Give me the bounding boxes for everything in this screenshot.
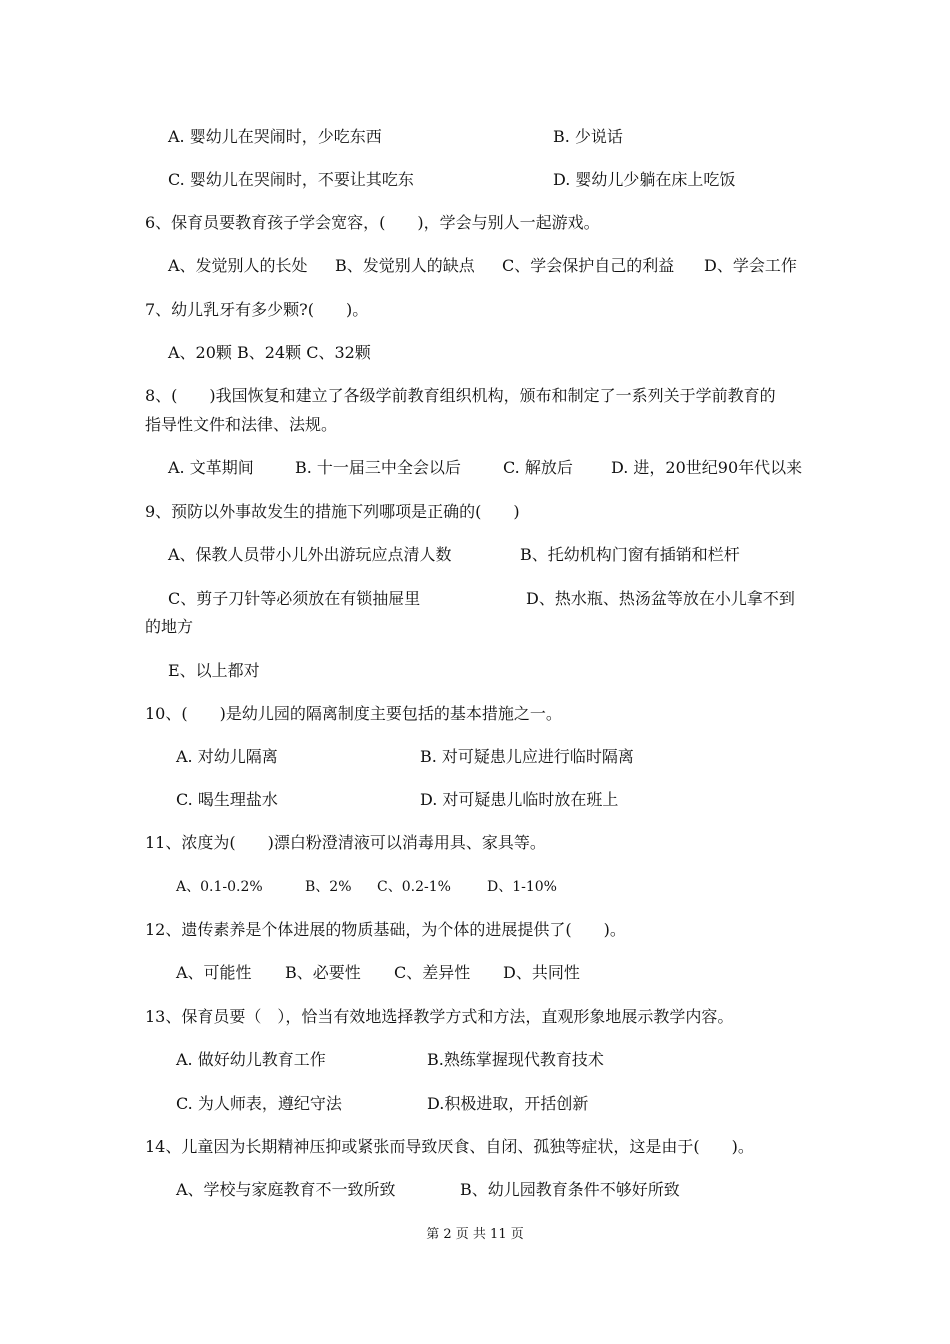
q10-stem: 10、( )是幼儿园的隔离制度主要包括的基本措施之一。 bbox=[145, 704, 562, 723]
q7-options: A、20颗 B、24颗 C、32颗 bbox=[168, 343, 371, 362]
q5-option-d: D. 婴幼儿少躺在床上吃饭 bbox=[553, 170, 736, 189]
q5-option-b: B. 少说话 bbox=[553, 127, 623, 146]
q12-option-a: A、可能性 bbox=[176, 963, 252, 982]
q8-stem-line-2: 指导性文件和法律、法规。 bbox=[145, 415, 338, 434]
q5-option-a: A. 婴幼儿在哭闹时，少吃东西 bbox=[168, 127, 382, 146]
q11-stem: 11、浓度为( )漂白粉澄清液可以消毒用具、家具等。 bbox=[145, 833, 546, 852]
q11-option-d: D、1-10% bbox=[487, 879, 557, 895]
q9-option-a: A、保教人员带小儿外出游玩应点清人数 bbox=[168, 545, 452, 564]
q11-option-c: C、0.2-1% bbox=[377, 879, 451, 895]
q10-option-a: A. 对幼儿隔离 bbox=[176, 747, 278, 766]
q6-option-d: D、学会工作 bbox=[704, 256, 797, 275]
q6-option-b: B、发觉别人的缺点 bbox=[335, 256, 475, 275]
q11-option-a: A、0.1-0.2% bbox=[176, 879, 263, 895]
q5-option-c: C. 婴幼儿在哭闹时，不要让其吃东 bbox=[168, 170, 414, 189]
q9-option-e: E、以上都对 bbox=[168, 661, 260, 680]
q8-option-b: B. 十一届三中全会以后 bbox=[295, 458, 461, 477]
q8-option-d: D. 进，20世纪90年代以来 bbox=[611, 458, 803, 477]
q10-option-c: C. 喝生理盐水 bbox=[176, 790, 278, 809]
q14-option-a: A、学校与家庭教育不一致所致 bbox=[176, 1180, 396, 1199]
q9-option-d: D、热水瓶、热汤盆等放在小儿拿不到 bbox=[526, 589, 795, 608]
q8-stem-line-1: 8、( )我国恢复和建立了各级学前教育组织机构，颁布和制定了一系列关于学前教育的 bbox=[145, 386, 776, 405]
q13-option-a: A. 做好幼儿教育工作 bbox=[176, 1050, 326, 1069]
q8-option-c: C. 解放后 bbox=[503, 458, 573, 477]
q10-option-d: D. 对可疑患儿临时放在班上 bbox=[420, 790, 619, 809]
page-number-footer: 第 2 页 共 11 页 bbox=[426, 1227, 524, 1242]
q13-option-d: D.积极进取，开括创新 bbox=[427, 1094, 589, 1113]
q13-stem: 13、保育员要（ ），恰当有效地选择教学方式和方法，直观形象地展示教学内容。 bbox=[145, 1007, 734, 1026]
q6-option-a: A、发觉别人的长处 bbox=[168, 256, 308, 275]
q9-stem: 9、预防以外事故发生的措施下列哪项是正确的( ) bbox=[145, 502, 520, 521]
q6-option-c: C、学会保护自己的利益 bbox=[502, 256, 675, 275]
q9-option-d-continued: 的地方 bbox=[145, 617, 194, 636]
q9-option-b: B、托幼机构门窗有插销和栏杆 bbox=[520, 545, 740, 564]
q12-option-b: B、必要性 bbox=[285, 963, 361, 982]
q14-stem: 14、儿童因为长期精神压抑或紧张而导致厌食、自闭、孤独等症状，这是由于( )。 bbox=[145, 1137, 754, 1156]
q12-option-d: D、共同性 bbox=[503, 963, 580, 982]
q13-option-b: B.熟练掌握现代教育技术 bbox=[427, 1050, 604, 1069]
q9-option-c: C、剪子刀针等必须放在有锁抽屉里 bbox=[168, 589, 421, 608]
q12-option-c: C、差异性 bbox=[394, 963, 471, 982]
q7-stem: 7、幼儿乳牙有多少颗?( )。 bbox=[145, 300, 369, 319]
q10-option-b: B. 对可疑患儿应进行临时隔离 bbox=[420, 747, 634, 766]
q11-option-b: B、2% bbox=[305, 879, 352, 895]
q6-stem: 6、保育员要教育孩子学会宽容，( )，学会与别人一起游戏。 bbox=[145, 213, 600, 232]
q14-option-b: B、幼儿园教育条件不够好所致 bbox=[460, 1180, 680, 1199]
q8-option-a: A. 文革期间 bbox=[168, 458, 254, 477]
q13-option-c: C. 为人师表，遵纪守法 bbox=[176, 1094, 342, 1113]
q12-stem: 12、遗传素养是个体进展的物质基础，为个体的进展提供了( )。 bbox=[145, 920, 626, 939]
